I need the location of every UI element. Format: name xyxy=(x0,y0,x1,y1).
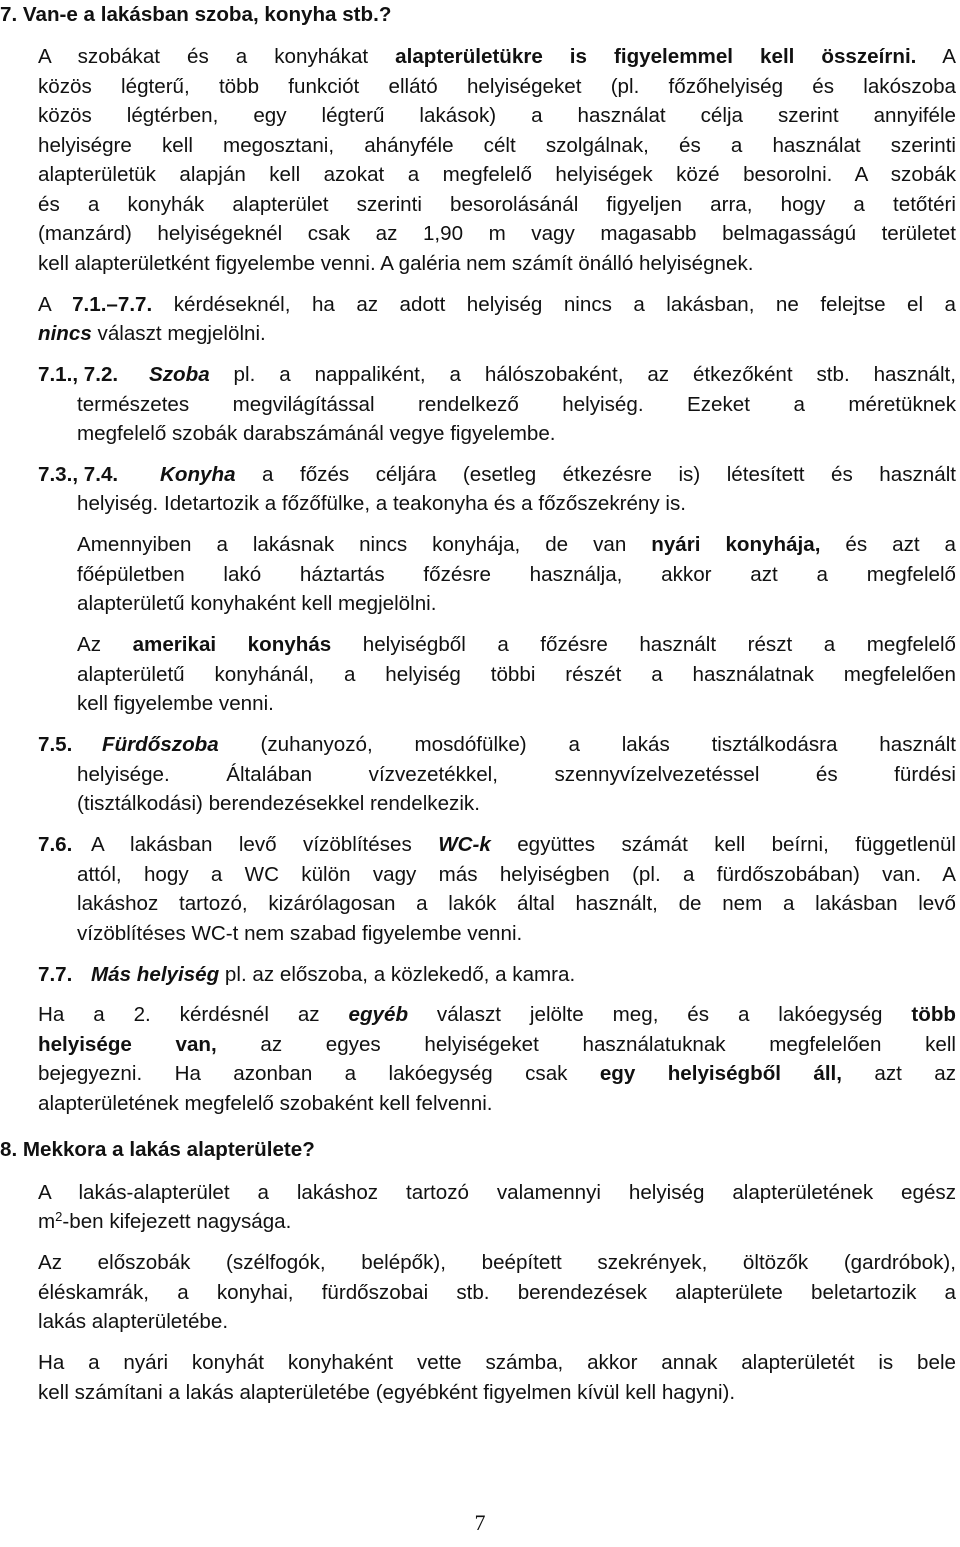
s8-p2-line-3: lakás alapterületébe. xyxy=(38,1310,229,1333)
text-span: (zuhanyozó, mosdófülke) a lakás tisztálkodásra használt xyxy=(218,733,956,756)
item-7-5-line-1 xyxy=(102,730,956,760)
s8-p2-line-2: éléskamrák, a konyhai, fürdőszobai stb. berendezések alapterülete beletartozik a xyxy=(38,1281,956,1304)
page-number: 7 xyxy=(474,1510,486,1535)
s8-p1-line-2 xyxy=(38,1207,291,1237)
text-span: főzőhelyiség és lakószoba xyxy=(668,75,956,98)
item-7-3-line-1 xyxy=(160,460,956,490)
nyari-line-3: alapterületű konyhaként kell megjelölni. xyxy=(77,592,437,615)
s7-p1-line-1 xyxy=(38,42,956,72)
text-span: választ jelölte meg, és a lakóegység xyxy=(408,1003,912,1026)
s7-p1-line-2 xyxy=(38,72,956,102)
amerikai-line-3: kell figyelembe venni. xyxy=(77,692,274,715)
egyeb-line-3 xyxy=(38,1059,956,1089)
text-span: A xyxy=(38,293,73,316)
bold-span: több xyxy=(911,1003,957,1026)
term-span: Szoba xyxy=(149,363,210,386)
s7-p1-line-4: helyiségre kell megosztani, ahányféle célt szolgálnak, és a használat szerinti xyxy=(38,134,956,157)
section-7-heading: 7. Van-e a lakásban szoba, konyha stb.? xyxy=(0,3,392,26)
item-7-1-line-3: megfelelő szobák darabszámánál vegye figyelembe. xyxy=(77,422,556,445)
item-7-3-number: 7.3., 7.4. xyxy=(38,463,119,486)
text-span: a főzés céljára (esetleg étkezésre is) létesített és használt xyxy=(235,463,956,486)
s7-p1-line-6: és a konyhák alapterület szerinti besorolásánál figyeljen arra, hogy a tetőtéri xyxy=(38,193,956,216)
text-span: és azt a xyxy=(820,533,957,556)
item-7-6-line-3: lakáshoz tartozó, kizárólagosan a lakók által használt, de nem a lakásban levő xyxy=(77,892,956,915)
item-7-6-number: 7.6. xyxy=(38,833,73,856)
s7-p1-line-7: (manzárd) helyiségeknél csak az 1,90 m vagy magasabb belmagasságú területet xyxy=(38,222,956,245)
item-7-6-line-4: vízöblítéses WC-t nem szabad figyelembe venni. xyxy=(77,922,523,945)
bold-span: 7.1.–7.7. xyxy=(72,293,153,316)
text-span: kérdéseknél, ha az adott helyiség nincs a lakásban, ne felejtse el a xyxy=(152,293,956,316)
item-7-5-number: 7.5. xyxy=(38,733,73,756)
amerikai-line-1 xyxy=(77,630,956,660)
term-span: Fürdőszoba xyxy=(102,733,219,756)
text-span: pl. az előszoba, a közlekedő, a kamra. xyxy=(219,963,576,986)
bold-span: alapterületükre is figyelemmel kell összeírni. xyxy=(395,45,917,68)
item-7-1-line-2: természetes megvilágítással rendelkező helyiség. Ezeket a méretüknek xyxy=(77,393,956,416)
term-span: Más helyiség xyxy=(91,963,220,986)
s7-p1-line-3: közös légtérben, egy légterű lakások) a használat célja szerint annyiféle xyxy=(38,104,956,127)
s7-p1-line-8: kell alapterületként figyelembe venni. A galéria nem számít önálló helyiségnek. xyxy=(38,252,754,275)
term-span: WC-k xyxy=(438,833,491,856)
nyari-line-2: főépületben lakó háztartás főzésre használja, akkor azt a megfelelő xyxy=(77,563,956,586)
item-7-5-line-2: helyisége. Általában vízvezetékkel, szennyvízelvezetéssel és fürdési xyxy=(77,763,956,786)
item-7-7-line-1 xyxy=(91,960,575,990)
nyari-line-1 xyxy=(77,530,956,560)
text-span: A szobákat és a konyhákat xyxy=(38,45,396,68)
item-7-1-line-1 xyxy=(149,360,956,390)
s7-p1-line-5: alapterületük alapján kell azokat a megfelelő helyiségek közé besorolni. A szobák xyxy=(38,163,956,186)
s8-p3-line-2: kell számítani a lakás alapterületébe (egyébként figyelmen kívül kell hagyni). xyxy=(38,1381,736,1404)
item-7-1-number: 7.1., 7.2. xyxy=(38,363,119,386)
egyeb-line-4: alapterületének megfelelő szobaként kell felvenni. xyxy=(38,1092,493,1115)
bold-span: nyári konyhája, xyxy=(651,533,821,556)
item-7-6-line-1 xyxy=(91,830,956,860)
s7-p2-line-1 xyxy=(38,290,956,320)
amerikai-line-2: alapterületű konyhánál, a helyiség többi részét a használatnak megfelelően xyxy=(77,663,956,686)
text-span: azt az xyxy=(842,1062,956,1085)
text-span: bejegyezni. Ha azonban a lakóegység csak xyxy=(38,1062,600,1085)
text-span: pl. a nappaliként, a hálószobaként, az étkezőként stb. használt, xyxy=(209,363,956,386)
s7-p2-line-2 xyxy=(38,319,266,349)
item-7-3-line-2: helyiség. Idetartozik a főzőfülke, a teakonyha és a főzőszekrény is. xyxy=(77,492,686,515)
text-span: együttes számát kell beírni, függetlenül xyxy=(490,833,956,856)
text-span: Ha a 2. kérdésnél az xyxy=(38,1003,349,1026)
s8-p2-line-1: Az előszobák (szélfogók, belépők), beépített szekrények, öltözők (gardróbok), xyxy=(38,1251,956,1274)
text-span: az egyes helyiségeket használatuknak megfelelően kell xyxy=(216,1033,956,1056)
bold-span: helyisége van, xyxy=(38,1033,217,1056)
section-8-heading: 8. Mekkora a lakás alapterülete? xyxy=(0,1138,315,1161)
item-7-7-number: 7.7. xyxy=(38,963,73,986)
egyeb-line-1 xyxy=(38,1000,956,1030)
item-7-5-line-3: (tisztálkodási) berendezésekkel rendelkezik. xyxy=(77,792,480,815)
text-span: Az xyxy=(77,633,133,656)
text-span: helyiségből a főzésre használt részt a megfelelő xyxy=(331,633,957,656)
egyeb-line-2 xyxy=(38,1030,956,1060)
text-span: A xyxy=(916,45,956,68)
s8-p1-line-1: A lakás-alapterület a lakáshoz tartozó valamennyi helyiség alapterületének egész xyxy=(38,1181,956,1204)
text-span: A lakásban levő vízöblítéses xyxy=(91,833,439,856)
term-span: egyéb xyxy=(348,1003,409,1026)
text-span: -ben kifejezett nagysága. xyxy=(62,1210,292,1233)
text-span: közös légterű, több funkciót ellátó helyiségeket (pl. xyxy=(38,75,669,98)
bold-span: amerikai konyhás xyxy=(132,633,332,656)
text-span: Amennyiben a lakásnak nincs konyhája, de van xyxy=(77,533,652,556)
bold-span: egy helyiségből áll, xyxy=(599,1062,842,1085)
s8-p3-line-1: Ha a nyári konyhát konyhaként vette számba, akkor annak alapterületét is bele xyxy=(38,1351,956,1374)
item-7-6-line-2: attól, hogy a WC külön vagy más helyiségben (pl. a fürdőszobában) van. A xyxy=(77,863,956,886)
bold-italic-span: nincs xyxy=(38,322,92,345)
term-span: Konyha xyxy=(160,463,236,486)
superscript: 2 xyxy=(55,1209,63,1224)
text-span: m xyxy=(38,1210,56,1233)
text-span: választ megjelölni. xyxy=(91,322,266,345)
